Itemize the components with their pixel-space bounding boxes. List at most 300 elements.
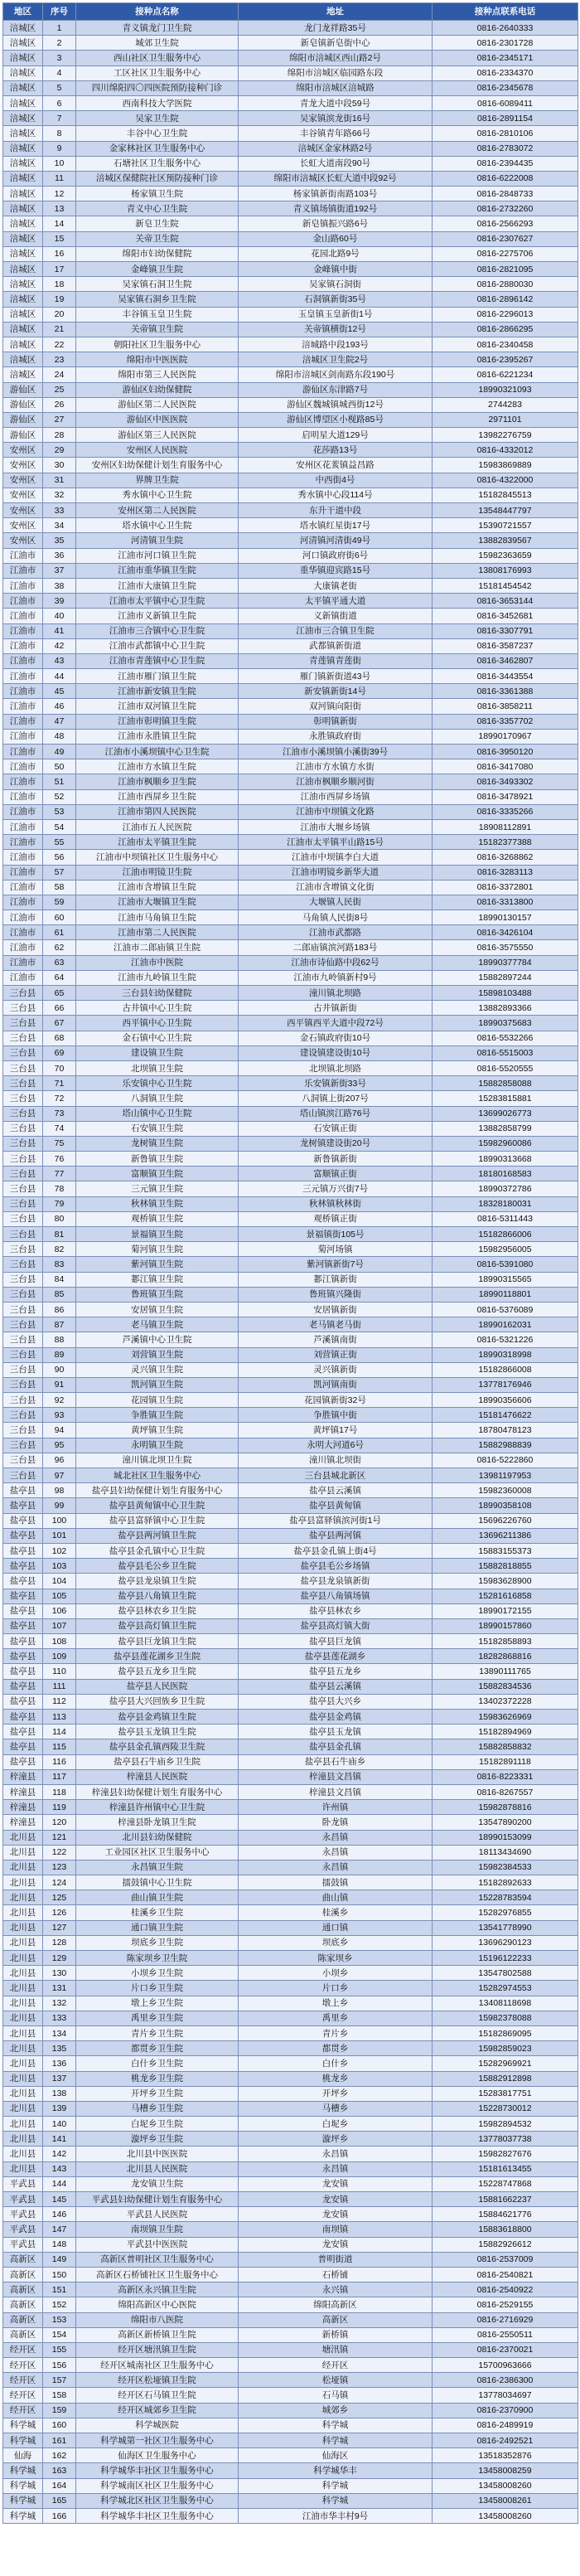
cell-district: 涪城区 [3,95,43,110]
cell-phone: 0816-2370021 [433,2342,578,2357]
table-row [3,1845,578,1860]
table-row [3,2222,578,2237]
cell-address: 重华镇迎宾路15号 [239,563,433,578]
cell-address: 鲁班镇兴隆街 [239,1287,433,1302]
table-row [3,1393,578,1408]
cell-site-name: 安州区妇幼保健计划生育服务中心 [76,458,239,473]
cell-phone: 18990172155 [433,1603,578,1618]
cell-address: 金峰镇中街 [239,262,433,277]
cell-phone: 0816-3443554 [433,669,578,684]
cell-number: 57 [43,865,76,880]
cell-district: 涪城区 [3,216,43,231]
cell-address: 盐亭县富驿镇滨河街1号 [239,1513,433,1528]
cell-district: 涪城区 [3,21,43,36]
cell-district: 江油市 [3,940,43,955]
cell-address: 盐亭县大兴乡 [239,1694,433,1709]
cell-phone: 13518352876 [433,2448,578,2463]
cell-address: 游仙区魏城镇城西街12号 [239,397,433,412]
cell-district: 三台县 [3,1393,43,1408]
cell-site-name: 灵兴镇卫生院 [76,1362,239,1377]
cell-district: 平武县 [3,2192,43,2207]
cell-number: 164 [43,2478,76,2493]
cell-address: 永胜镇政府街 [239,729,433,744]
table-row [3,1559,578,1574]
cell-district: 仙海 [3,2448,43,2463]
cell-site-name: 安州区人民医院 [76,443,239,458]
cell-number: 116 [43,1754,76,1769]
cell-district: 安州区 [3,458,43,473]
table-row [3,2283,578,2297]
cell-district: 北川县 [3,1981,43,1996]
table-row [3,36,578,51]
table-row [3,1739,578,1754]
cell-address: 绵阳市涪城区涪城路 [239,80,433,95]
cell-phone: 15882834536 [433,1679,578,1694]
cell-district: 经开区 [3,2373,43,2388]
cell-district: 北川县 [3,2056,43,2071]
cell-number: 130 [43,1966,76,1981]
cell-site-name: 北川县中医医院 [76,2147,239,2161]
cell-district: 三台县 [3,1136,43,1151]
cell-district: 涪城区 [3,246,43,261]
cell-number: 90 [43,1362,76,1377]
cell-site-name: 杨家镇卫生院 [76,187,239,201]
cell-address: 塔山镇滨江路76号 [239,1106,433,1121]
cell-phone: 2971101 [433,412,578,427]
table-row [3,578,578,593]
cell-district: 三台县 [3,1332,43,1347]
cell-site-name: 景福镇卫生院 [76,1227,239,1242]
cell-phone: 18990375683 [433,1016,578,1031]
cell-number: 160 [43,2418,76,2433]
cell-district: 江油市 [3,880,43,895]
cell-district: 北川县 [3,1966,43,1981]
cell-district: 三台县 [3,1196,43,1211]
cell-address: 盐亭县两河镇 [239,1528,433,1543]
cell-site-name: 永明镇卫生院 [76,1438,239,1453]
table-row [3,1060,578,1075]
cell-address: 涪城路中段193号 [239,337,433,352]
cell-address: 八洞镇上街207号 [239,1091,433,1106]
cell-phone: 0816-3313800 [433,895,578,910]
table-header-row [3,3,578,21]
cell-phone: 15182894969 [433,1725,578,1739]
table-row [3,1181,578,1196]
cell-district: 盐亭县 [3,1528,43,1543]
cell-district: 涪城区 [3,171,43,186]
cell-address: 松垭镇 [239,2373,433,2388]
cell-address: 花莎路13号 [239,443,433,458]
cell-district: 江油市 [3,653,43,668]
table-row [3,1362,578,1377]
cell-site-name: 擂鼓镇中心卫生院 [76,1875,239,1890]
cell-phone: 15228730012 [433,2101,578,2116]
cell-phone: 15181613455 [433,2161,578,2176]
cell-phone: 18990130157 [433,910,578,925]
cell-phone: 15982360008 [433,1483,578,1498]
cell-address: 潼川镇北坝路 [239,986,433,1001]
cell-phone: 0816-3653144 [433,594,578,609]
table-row [3,1332,578,1347]
cell-number: 43 [43,653,76,668]
cell-number: 127 [43,1920,76,1935]
cell-site-name: 墩上乡卫生院 [76,1996,239,2011]
cell-number: 35 [43,533,76,548]
cell-number: 68 [43,1031,76,1045]
cell-phone: 13778034697 [433,2388,578,2403]
cell-district: 江油市 [3,563,43,578]
cell-district: 三台县 [3,1152,43,1167]
cell-number: 30 [43,458,76,473]
cell-phone: 18990318998 [433,1347,578,1362]
cell-address: 马角镇人民街8号 [239,910,433,925]
table-row [3,292,578,307]
cell-phone: 15882818855 [433,1559,578,1574]
cell-number: 114 [43,1725,76,1739]
cell-district: 梓潼县 [3,1815,43,1830]
cell-phone: 0816-2340458 [433,337,578,352]
cell-phone: 13541778990 [433,1920,578,1935]
cell-number: 146 [43,2207,76,2222]
cell-address: 盐亭县金孔镇上街4号 [239,1543,433,1558]
table-row [3,65,578,80]
table-row [3,1860,578,1875]
cell-site-name: 游仙区妇幼保健院 [76,382,239,397]
cell-district: 三台县 [3,1031,43,1045]
cell-address: 墩上乡 [239,1996,433,2011]
cell-site-name: 龙树镇卫生院 [76,1136,239,1151]
cell-phone: 15182845513 [433,488,578,502]
cell-number: 131 [43,1981,76,1996]
table-row [3,1257,578,1272]
cell-site-name: 新皂卫生院 [76,216,239,231]
cell-site-name: 界牌卫生院 [76,473,239,488]
cell-address: 古井镇新街 [239,1001,433,1016]
cell-phone: 18990377784 [433,955,578,970]
cell-district: 江油市 [3,745,43,759]
table-row [3,563,578,578]
cell-address: 吴家镇石洞街 [239,277,433,292]
cell-number: 151 [43,2283,76,2297]
cell-site-name: 西平镇中心卫生院 [76,1016,239,1031]
cell-site-name: 青义镇龙门卫生院 [76,21,239,36]
cell-number: 64 [43,970,76,985]
cell-phone: 13882858799 [433,1121,578,1136]
cell-phone: 15983628900 [433,1574,578,1589]
cell-site-name: 丰谷中心卫生院 [76,126,239,141]
cell-address: 江油市华丰村9号 [239,2508,433,2523]
cell-district: 经开区 [3,2342,43,2357]
cell-district: 涪城区 [3,277,43,292]
cell-phone: 0816-5520555 [433,1060,578,1075]
table-row [3,714,578,729]
cell-district: 平武县 [3,2176,43,2191]
cell-site-name: 江油市太平镇中心卫生院 [76,594,239,609]
cell-address: 桂溪乡 [239,1905,433,1920]
cell-district: 三台县 [3,1181,43,1196]
cell-phone: 0816-3335266 [433,804,578,819]
cell-address: 科学城 [239,2433,433,2448]
cell-address: 金石镇政府街10号 [239,1031,433,1045]
cell-phone: 18990315565 [433,1272,578,1287]
cell-district: 高新区 [3,2297,43,2312]
cell-number: 143 [43,2161,76,2176]
cell-address: 盐亭县黄甸镇 [239,1498,433,1513]
cell-site-name: 游仙区第三人民医院 [76,428,239,443]
cell-district: 北川县 [3,1996,43,2011]
cell-address: 江油市三合镇卫生院 [239,623,433,638]
cell-address: 龙树镇建设街20号 [239,1136,433,1151]
cell-district: 北川县 [3,2025,43,2040]
table-row [3,156,578,171]
cell-address: 武都镇新街道 [239,638,433,653]
cell-phone: 0816-3357702 [433,714,578,729]
cell-phone: 18990153099 [433,1830,578,1845]
cell-phone: 0816-2370900 [433,2403,578,2418]
cell-number: 77 [43,1167,76,1181]
cell-district: 三台县 [3,1362,43,1377]
cell-address: 安居镇新街 [239,1302,433,1317]
table-row [3,1468,578,1483]
table-row [3,1453,578,1467]
cell-number: 67 [43,1016,76,1031]
cell-address: 花园北路9号 [239,246,433,261]
cell-district: 高新区 [3,2252,43,2267]
cell-site-name: 绵阳市妇幼保健院 [76,246,239,261]
table-row [3,1951,578,1966]
cell-site-name: 平武县中医医院 [76,2237,239,2252]
table-row [3,850,578,865]
cell-number: 61 [43,925,76,940]
cell-site-name: 秋林镇卫生院 [76,1196,239,1211]
cell-phone: 18908112891 [433,819,578,834]
cell-number: 28 [43,428,76,443]
table-row [3,1649,578,1664]
cell-site-name: 潼川镇北坝卫生院 [76,1453,239,1467]
table-row [3,759,578,774]
cell-number: 142 [43,2147,76,2161]
cell-phone: 0816-8267557 [433,1784,578,1799]
cell-address: 芦溪镇南街 [239,1332,433,1347]
cell-number: 108 [43,1634,76,1649]
table-row [3,246,578,261]
table-row [3,1438,578,1453]
header-address: 地址 [239,3,433,21]
cell-district: 三台县 [3,1453,43,1467]
table-row [3,412,578,427]
table-row [3,2086,578,2101]
cell-site-name: 城郊卫生院 [76,36,239,51]
cell-district: 三台县 [3,1242,43,1257]
cell-address: 秀水镇中心段114号 [239,488,433,502]
cell-address: 绵阳市涪城区西山路2号 [239,51,433,65]
cell-district: 盐亭县 [3,1574,43,1589]
table-row [3,21,578,36]
cell-district: 科学城 [3,2493,43,2508]
cell-district: 北川县 [3,1860,43,1875]
cell-site-name: 江油市第四人民医院 [76,804,239,819]
cell-district: 科学城 [3,2478,43,2493]
cell-phone: 13778176946 [433,1377,578,1392]
cell-site-name: 小坝乡卫生院 [76,1966,239,1981]
cell-site-name: 坝底乡卫生院 [76,1935,239,1950]
table-row [3,804,578,819]
cell-site-name: 观桥镇卫生院 [76,1211,239,1226]
cell-phone: 13548447797 [433,503,578,518]
cell-site-name: 江油市五人民医院 [76,819,239,834]
cell-district: 梓潼县 [3,1769,43,1784]
cell-site-name: 永昌镇卫生院 [76,1860,239,1875]
cell-district: 三台县 [3,1302,43,1317]
cell-site-name: 盐亭县龙泉镇卫生院 [76,1574,239,1589]
table-row [3,774,578,789]
cell-number: 141 [43,2132,76,2147]
cell-site-name: 青片乡卫生院 [76,2025,239,2040]
cell-site-name: 梓潼县许州镇中心卫生院 [76,1800,239,1815]
cell-site-name: 江油市第二人民医院 [76,925,239,940]
cell-number: 1 [43,21,76,36]
cell-number: 34 [43,518,76,533]
cell-number: 76 [43,1152,76,1167]
table-row [3,699,578,714]
cell-site-name: 江油市武都镇中心卫生院 [76,638,239,653]
cell-number: 115 [43,1739,76,1754]
cell-phone: 18990358108 [433,1498,578,1513]
table-row [3,458,578,473]
cell-number: 93 [43,1408,76,1423]
cell-address: 经开区 [239,2358,433,2373]
cell-phone: 0816-2640333 [433,21,578,36]
cell-district: 北川县 [3,2041,43,2056]
table-row [3,231,578,246]
cell-phone: 15883155373 [433,1543,578,1558]
cell-site-name: 盐亭县金鸡镇卫生院 [76,1710,239,1725]
cell-number: 88 [43,1332,76,1347]
cell-site-name: 芦溪镇中心卫生院 [76,1332,239,1347]
cell-address: 绵阳市涪城区剑南路东段190号 [239,367,433,382]
cell-number: 92 [43,1393,76,1408]
cell-number: 165 [43,2493,76,2508]
cell-number: 156 [43,2358,76,2373]
cell-phone: 0816-2296013 [433,307,578,322]
cell-phone: 0816-2880030 [433,277,578,292]
cell-district: 江油市 [3,699,43,714]
cell-address: 卧龙镇 [239,1815,433,1830]
table-row [3,2478,578,2493]
cell-site-name: 新鲁镇卫生院 [76,1152,239,1167]
cell-phone: 0816-2550511 [433,2327,578,2342]
cell-phone: 18990157860 [433,1618,578,1633]
cell-phone: 15390721557 [433,518,578,533]
table-row [3,2418,578,2433]
table-row [3,307,578,322]
cell-site-name: 朝阳社区卫生服务中心 [76,337,239,352]
cell-phone: 0816-3587237 [433,638,578,653]
cell-phone: 0816-5321226 [433,1332,578,1347]
cell-address: 永昌镇 [239,1860,433,1875]
cell-site-name: 江油市三合镇中心卫生院 [76,623,239,638]
cell-number: 86 [43,1302,76,1317]
cell-address: 中西街4号 [239,473,433,488]
cell-address: 盐亭县云溪镇 [239,1679,433,1694]
cell-site-name: 刘营镇卫生院 [76,1347,239,1362]
cell-number: 133 [43,2011,76,2025]
table-row [3,2403,578,2418]
cell-site-name: 高新区永兴镇卫生院 [76,2283,239,2297]
cell-site-name: 桃龙乡卫生院 [76,2071,239,2086]
table-row [3,1800,578,1815]
table-row [3,1498,578,1513]
cell-address: 江油市大堰乡场镇 [239,819,433,834]
table-row [3,925,578,940]
cell-district: 江油市 [3,548,43,563]
table-row [3,1664,578,1679]
cell-phone: 15196122233 [433,1951,578,1966]
cell-address: 塔水镇红星街17号 [239,518,433,533]
cell-phone: 0816-5532266 [433,1031,578,1045]
cell-site-name: 安州区第二人民医院 [76,503,239,518]
cell-district: 三台县 [3,1468,43,1483]
cell-phone: 0816-4322000 [433,473,578,488]
table-row [3,2252,578,2267]
cell-number: 8 [43,126,76,141]
table-row [3,2267,578,2282]
cell-number: 109 [43,1649,76,1664]
cell-address: 新安镇新街14号 [239,684,433,699]
cell-number: 48 [43,729,76,744]
cell-phone: 0816-2540821 [433,2267,578,2282]
cell-site-name: 古井镇中心卫生院 [76,1001,239,1016]
cell-address: 青莲镇青莲街 [239,653,433,668]
vaccination-sites-table-container [2,2,578,2524]
cell-address: 乐安镇新街33号 [239,1076,433,1091]
cell-number: 23 [43,352,76,367]
cell-number: 69 [43,1045,76,1060]
cell-phone: 0816-8223331 [433,1769,578,1784]
cell-address: 普明街道 [239,2252,433,2267]
cell-site-name: 金家林社区卫生服务中心 [76,141,239,156]
cell-address: 玉皇镇玉皇新街1号 [239,307,433,322]
table-row [3,2176,578,2191]
cell-phone: 15898103488 [433,986,578,1001]
table-row [3,262,578,277]
cell-number: 82 [43,1242,76,1257]
cell-site-name: 曲山镇卫生院 [76,1890,239,1905]
cell-district: 涪城区 [3,187,43,201]
cell-address: 杨家镇新街南路103号 [239,187,433,201]
cell-phone: 15982878816 [433,1800,578,1815]
cell-address: 景福镇街105号 [239,1227,433,1242]
cell-address: 北坝镇北坝路 [239,1060,433,1075]
cell-site-name: 争胜镇卫生院 [76,1408,239,1423]
cell-district: 盐亭县 [3,1679,43,1694]
cell-site-name: 盐亭县富驿镇中心卫生院 [76,1513,239,1528]
cell-number: 159 [43,2403,76,2418]
table-row [3,2132,578,2147]
cell-site-name: 高新区普明社区卫生服务中心 [76,2252,239,2267]
table-row [3,2433,578,2448]
cell-number: 42 [43,638,76,653]
table-row [3,2237,578,2252]
cell-number: 20 [43,307,76,322]
cell-site-name: 游仙区中医医院 [76,412,239,427]
cell-district: 经开区 [3,2403,43,2418]
cell-site-name: 陈家坝乡卫生院 [76,1951,239,1966]
cell-site-name: 西山社区卫生服务中心 [76,51,239,65]
cell-district: 三台县 [3,1016,43,1031]
cell-phone: 15882912898 [433,2071,578,2086]
cell-district: 江油市 [3,638,43,653]
